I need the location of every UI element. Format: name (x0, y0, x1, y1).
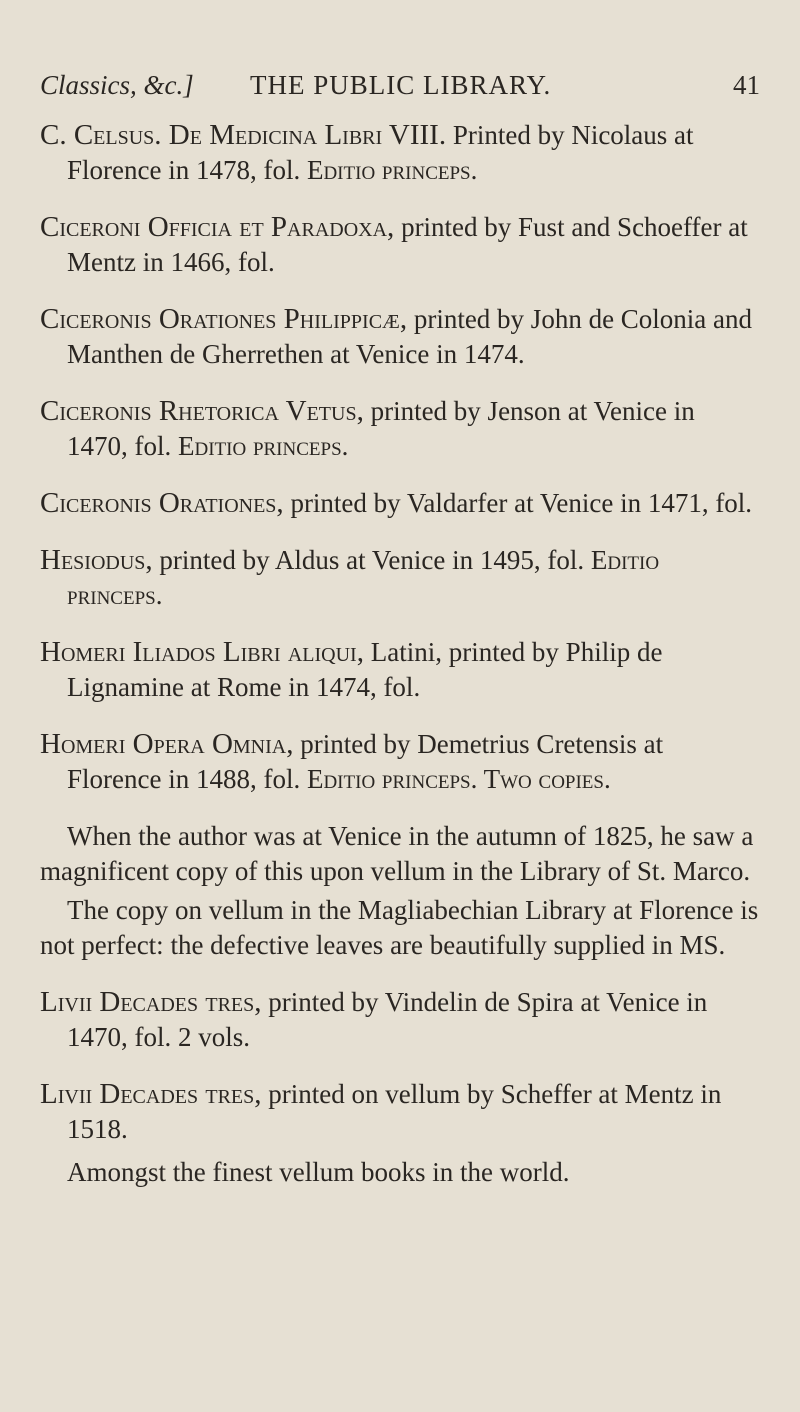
footnote-paragraph: The copy on vellum in the Magliabechian Library at Florence is not perfect: the defective leaves are beautifully supplied in MS. (40, 895, 759, 960)
catalog-entry: Ciceronis Orationes Philippicæ, printed by John de Colonia and Manthen de Gherrethen at Venice in 1474. (40, 303, 753, 369)
catalog-entry: Ciceroni Officia et Paradoxa, printed by Fust and Schoeffer at Mentz in 1466, fol. (40, 211, 748, 277)
header-title: THE PUBLIC LIBRARY. (250, 70, 552, 100)
catalog-entry: Ciceronis Rhetorica Vetus, printed by Jenson at Venice in 1470, fol. Editio princeps. (40, 395, 695, 461)
page-body (40, 118, 760, 1190)
running-header (40, 70, 760, 110)
catalog-entry: Livii Decades tres, printed on vellum by Scheffer at Mentz in 1518. (40, 1078, 722, 1144)
catalog-entry: Ciceronis Orationes, printed by Valdarfer at Venice in 1471, fol. (40, 487, 753, 519)
catalog-entry: Homeri Opera Omnia, printed by Demetrius Cretensis at Florence in 1488, fol. Editio princeps. Two copies. (40, 728, 664, 794)
header-section: Classics, &c.] (40, 70, 194, 100)
page-number: 41 (733, 70, 760, 100)
catalog-entry: C. Celsus. De Medicina Libri VIII. Printed by Nicolaus at Florence in 1478, fol. Editio princeps. (40, 119, 694, 185)
footnote-paragraph: When the author was at Venice in the autumn of 1825, he saw a magnificent copy of this upon vellum in the Library of St. Marco. (40, 821, 754, 886)
footnote-paragraph: Amongst the finest vellum books in the world. (67, 1157, 570, 1187)
catalog-entry: Livii Decades tres, printed by Vindelin de Spira at Venice in 1470, fol. 2 vols. (40, 986, 708, 1052)
catalog-entry: Homeri Iliados Libri aliqui, Latini, printed by Philip de Lignamine at Rome in 1474, fol. (40, 636, 663, 702)
catalog-entry: Hesiodus, printed by Aldus at Venice in 1495, fol. Editio princeps. (40, 544, 660, 610)
